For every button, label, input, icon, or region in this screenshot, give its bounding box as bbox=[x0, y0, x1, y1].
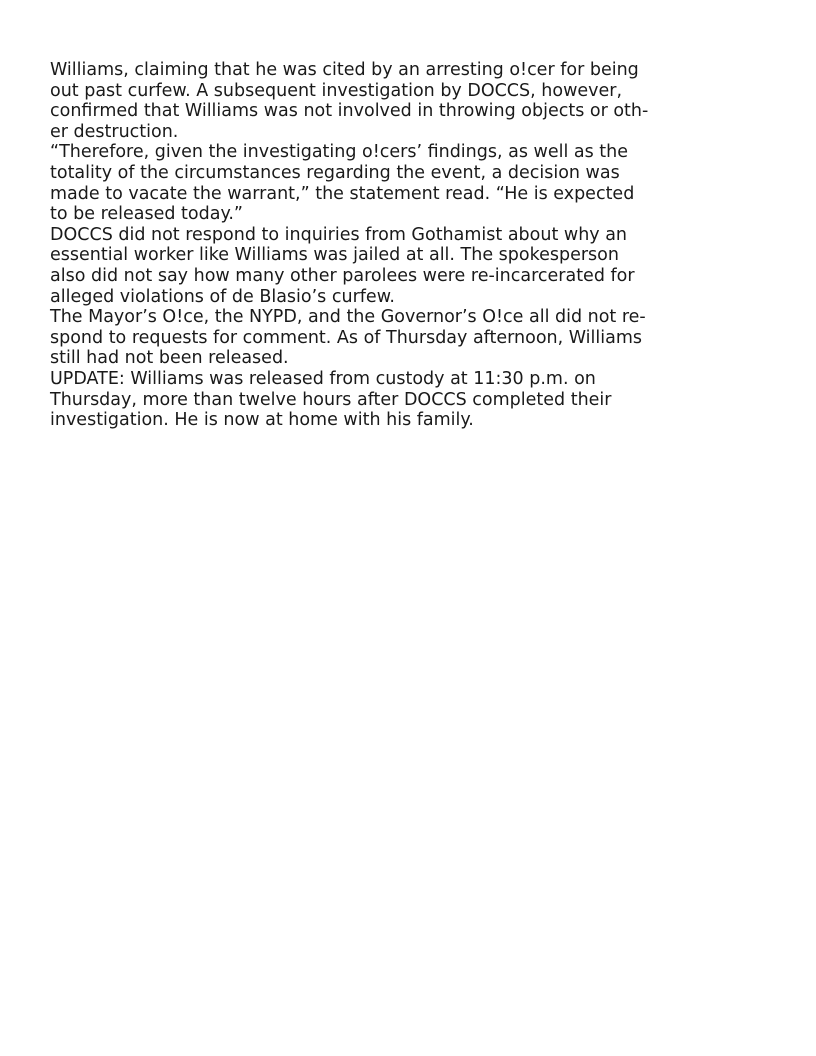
text-line: Thursday, more than twelve hours after DOCCS completed their bbox=[50, 389, 612, 410]
text-line: er destruction. bbox=[50, 121, 179, 142]
text-line: The Mayor’s O!ce, the NYPD, and the Governor’s O!ce all did not re- bbox=[50, 307, 646, 328]
text-line: spond to requests for comment. As of Thursday afternoon, Williams bbox=[50, 327, 643, 348]
document-page bbox=[50, 60, 770, 431]
text-line: totality of the circumstances regarding the event, a decision was bbox=[50, 162, 620, 183]
text-line: essential worker like Williams was jailed at all. The spokesperson bbox=[50, 245, 619, 266]
text-line: investigation. He is now at home with his family. bbox=[50, 410, 474, 431]
text-line: made to vacate the warrant,” the statement read. “He is expected bbox=[50, 183, 635, 204]
text-line: DOCCS did not respond to inquiries from Gothamist about why an bbox=[50, 224, 628, 245]
text-line: also did not say how many other parolees were re-incarcerated for bbox=[50, 265, 635, 286]
text-line: to be released today.” bbox=[50, 204, 243, 225]
text-line: still had not been released. bbox=[50, 348, 289, 369]
text-line: confirmed that Williams was not involved in throwing objects or oth- bbox=[50, 101, 649, 122]
paragraph-update bbox=[50, 369, 770, 431]
paragraph-statement bbox=[50, 142, 770, 224]
paragraph-doccs-response bbox=[50, 225, 770, 307]
paragraph-investigation bbox=[50, 60, 770, 142]
text-line: alleged violations of de Blasio’s curfew. bbox=[50, 286, 395, 307]
text-line: “Therefore, given the investigating o!cers’ findings, as well as the bbox=[50, 142, 628, 163]
text-line: out past curfew. A subsequent investigation by DOCCS, however, bbox=[50, 80, 623, 101]
text-line: UPDATE: Williams was released from custody at 11:30 p.m. on bbox=[50, 368, 596, 389]
paragraph-no-comment bbox=[50, 307, 770, 369]
text-line: Williams, claiming that he was cited by an arresting o!cer for being bbox=[50, 60, 639, 80]
